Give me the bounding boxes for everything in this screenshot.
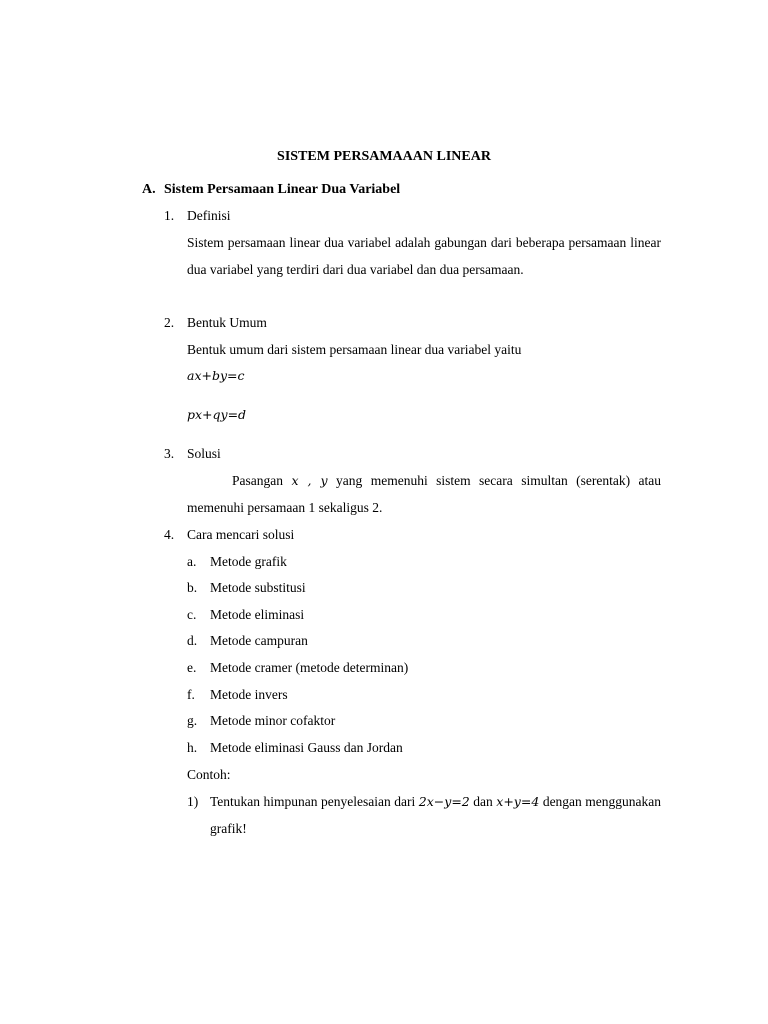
method-letter: f. (187, 687, 195, 702)
method-item: Metode grafik (210, 554, 287, 569)
method-letter: e. (187, 660, 197, 675)
item-number: 2. (164, 315, 175, 330)
example-number: 1) (187, 794, 199, 809)
item-title-bentuk-umum: Bentuk Umum (187, 315, 267, 330)
example-text (210, 789, 661, 842)
page-title: SISTEM PERSAMAAAN LINEAR (277, 149, 491, 164)
example-label: Contoh: (187, 767, 231, 782)
definition-paragraph: Sistem persamaan linear dua variabel adalah gabungan dari beberapa persamaan linear dua variabel yang terdiri dari dua variabel dan dua persamaan. (187, 235, 661, 277)
solution-text-before: Pasangan (232, 473, 283, 488)
method-item: Metode minor cofaktor (210, 713, 336, 728)
method-item: Metode eliminasi Gauss dan Jordan (210, 740, 403, 755)
solution-paragraph (187, 468, 661, 521)
section-letter: A. (142, 182, 156, 197)
method-item: Metode cramer (metode determinan) (210, 660, 409, 675)
method-letter: d. (187, 633, 198, 648)
method-item: Metode substitusi (210, 580, 306, 595)
inline-math-xy: x , y (291, 473, 328, 488)
section-heading (142, 177, 400, 204)
method-item: Metode eliminasi (210, 607, 305, 622)
item-number: 4. (164, 527, 175, 542)
solution-text-after: yang memenuhi sistem secara simultan (serentak) atau memenuhi persamaan 1 sekaligus 2. (187, 473, 662, 515)
item-number: 1. (164, 208, 175, 223)
method-item: Metode campuran (210, 633, 308, 648)
section-title: Sistem Persamaan Linear Dua Variabel (164, 182, 401, 197)
equation-1: ax+by=c (187, 368, 245, 383)
method-item: Metode invers (210, 687, 288, 702)
item-title-definisi: Definisi (187, 208, 231, 223)
example-equation-1: 2x−y=2 (418, 794, 470, 809)
example-text-middle: dan (473, 794, 493, 809)
method-letter: c. (187, 607, 197, 622)
method-letter: g. (187, 713, 198, 728)
item-title-solusi: Solusi (187, 446, 221, 461)
example-text-before: Tentukan himpunan penyelesaian dari (210, 794, 416, 809)
equation-2: px+qy=d (187, 407, 247, 422)
item-number: 3. (164, 446, 175, 461)
method-letter: a. (187, 554, 197, 569)
method-letter: b. (187, 580, 198, 595)
example-equation-2: x+y=4 (496, 794, 540, 809)
general-form-paragraph: Bentuk umum dari sistem persamaan linear dua variabel yaitu (187, 342, 522, 357)
item-title-cara-mencari-solusi: Cara mencari solusi (187, 527, 295, 542)
method-letter: h. (187, 740, 198, 755)
example-text-after: dengan menggunakan grafik! (210, 794, 662, 836)
